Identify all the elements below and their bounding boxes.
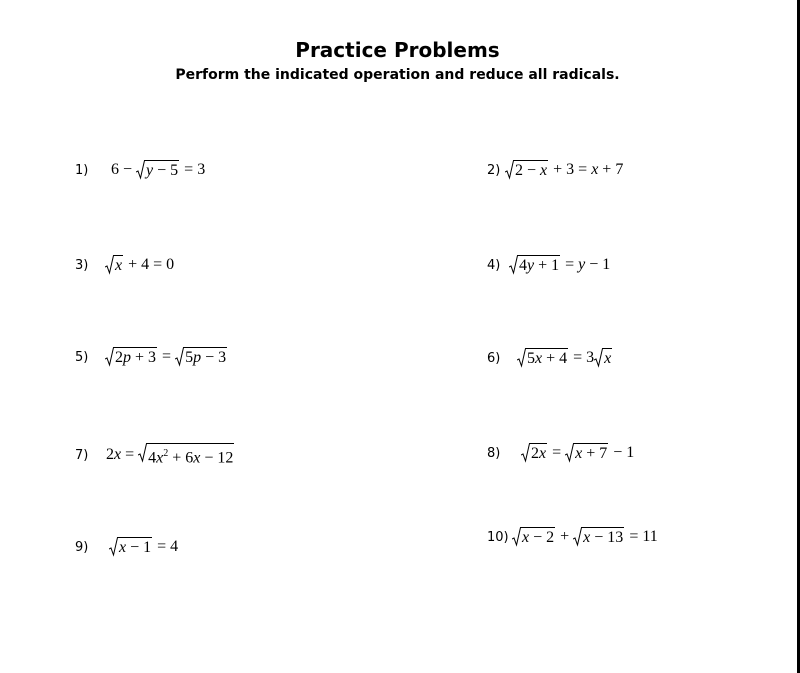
problem-expression: x − 2 + x − 13 = 11 <box>512 527 658 547</box>
problem-number: 8) <box>487 445 501 461</box>
problem-expression: x − 1 = 4 <box>109 537 178 557</box>
problem-2 <box>487 160 623 180</box>
problem-5 <box>75 347 228 367</box>
problem-number: 6) <box>487 350 501 366</box>
page-title: Practice Problems <box>295 38 500 62</box>
problem-expression: 2 x = $4x^2 + 6x - 12$ <box>106 443 235 467</box>
problem-8 <box>487 443 634 463</box>
problem-expression: 2p + 3 = 5p − 3 <box>105 347 228 367</box>
problem-expression: x + 4 = 0 <box>105 255 174 275</box>
problem-number: 7) <box>75 447 89 463</box>
problem-expression: 4y + 1 = y − 1 <box>509 255 610 275</box>
problem-number: 2) <box>487 162 501 178</box>
problem-number: 4) <box>487 257 501 273</box>
problem-expression: 5x + 4 = 3 x <box>517 348 613 368</box>
problem-number: 1) <box>75 162 89 178</box>
problem-number: 9) <box>75 539 89 555</box>
problem-number: 3) <box>75 257 89 273</box>
problem-expression: 6 − y − 5 = 3 <box>111 161 206 179</box>
problem-9 <box>75 537 178 557</box>
problem-expression: 2x = x + 7 − 1 <box>521 443 634 463</box>
problem-number: 5) <box>75 349 89 365</box>
problem-10 <box>487 527 658 547</box>
problem-6 <box>487 348 613 368</box>
problem-4 <box>487 255 610 275</box>
problem-7 <box>75 443 235 467</box>
problem-expression: 2 − x + 3 = x + 7 <box>505 160 623 180</box>
problem-3 <box>75 255 174 275</box>
problem-1 <box>75 160 205 180</box>
instructions: Perform the indicated operation and reduce all radicals. <box>175 67 620 83</box>
problem-number: 10) <box>487 529 509 545</box>
